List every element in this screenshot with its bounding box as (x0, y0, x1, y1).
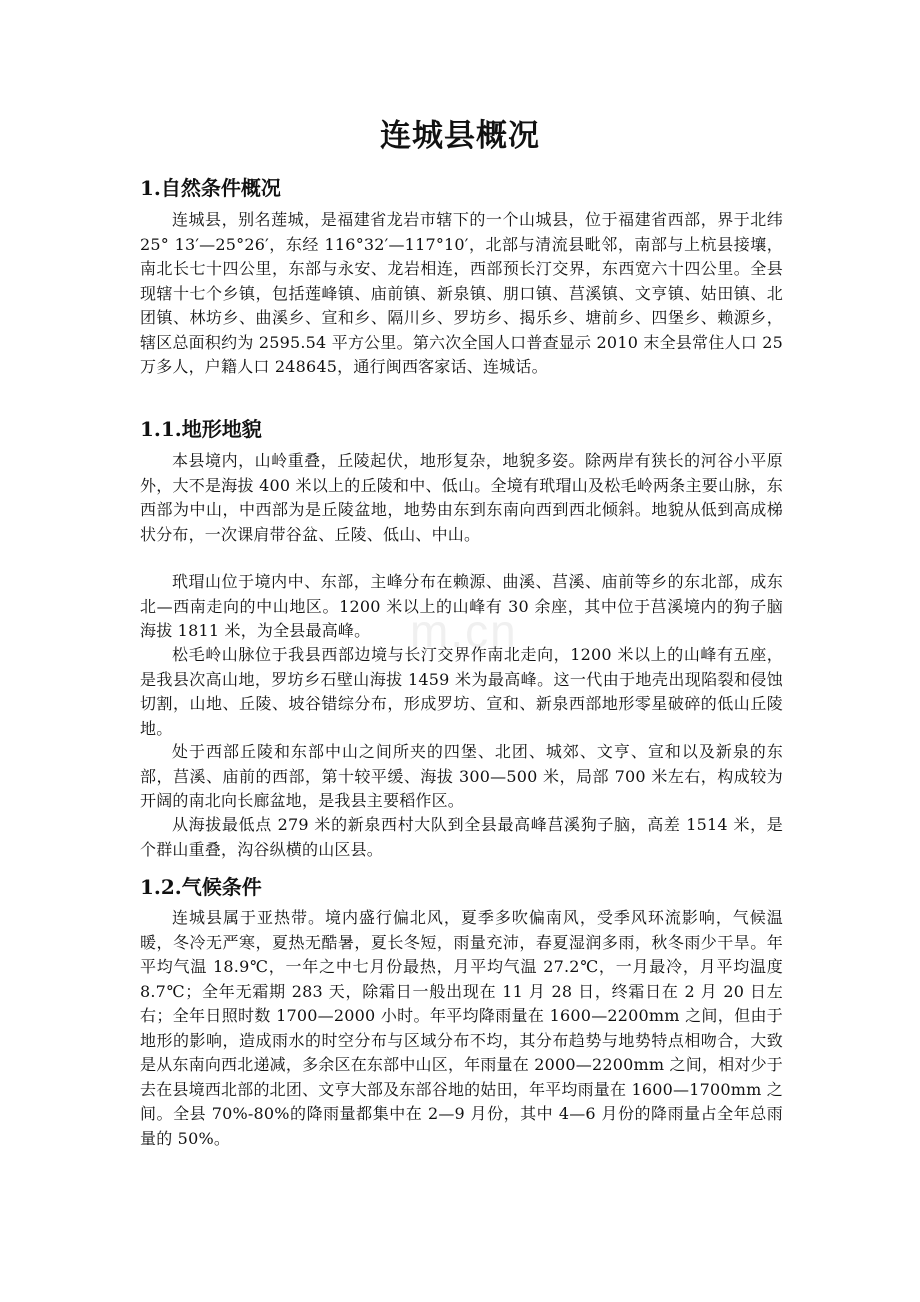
page-title: 连城县概况 (380, 118, 540, 154)
paragraph-climate: 连城县属于亚热带。境内盛行偏北风，夏季多吹偏南风，受季风环流影响，气候温暖，冬冷无严寒，夏热无酷暑，夏长冬短，雨量充沛，春夏湿润多雨，秋冬雨少干旱。年平均气温 18.9℃，一年之中七月份最热，月平均气温 27.2℃，一月最冷，月平均温度 8.7℃；全年无霜期 283 天，除霜日一般出现在 11 月 28 日，终霜日在 2 月 20 日左右；全年日照时数 1700—2000 小时。年平均降雨量在 1600—2200mm 之间，但由于地形的影响，造成雨水的时空分布与区域分布不均，其分布趋势与地势特点相吻合，大致是从东南向西北递减，多余区在东部中山区，年雨量在 2000—2200mm 之间，相对少于去在县境西北部的北团、文亨大部及东部谷地的姑田，年平均雨量在 1600—1700mm 之间。全县 70%-80%的降雨量都集中在 2—9 月份，其中 4—6 月份的降雨量占全年总雨量的 50%。 (140, 908, 783, 1148)
paragraph-basin-corridor: 处于西部丘陵和东部中山之间所夹的四堡、北团、城郊、文亨、宣和以及新泉的东部，莒溪、庙前的西部，第十较平缓、海拔 300—500 米，局部 700 米左右，构成较为开阔的南北向长廊盆地，是我县主要稻作区。 (140, 742, 783, 810)
paragraph-daimao-mountain: 玳瑁山位于境内中、东部，主峰分布在赖源、曲溪、莒溪、庙前等乡的东北部，成东北—西南走向的中山地区。1200 米以上的山峰有 30 余座，其中位于莒溪境内的狗子脑海拔 1811 米，为全县最高峰。 (140, 572, 783, 640)
paragraph-overview: 连城县，别名莲城，是福建省龙岩市辖下的一个山城县，位于福建省西部，界于北纬 25° 13′—25°26′，东经 116°32′—117°10′，北部与清流县毗邻，南部与上杭县接壤，南北长七十四公里，东部与永安、龙岩相连，西部预长汀交界，东西宽六十四公里。全县现辖十七个乡镇，包括莲峰镇、庙前镇、新泉镇、朋口镇、莒溪镇、文亨镇、姑田镇、北团镇、林坊乡、曲溪乡、宣和乡、隔川乡、罗坊乡、揭乐乡、塘前乡、四堡乡、赖源乡，辖区总面积约为 2595.54 平方公里。第六次全国人口普查显示 2010 末全县常住人口 25 万多人，户籍人口 248645，通行闽西客家话、连城话。 (140, 210, 783, 376)
watermark: m.cn (410, 605, 518, 657)
paragraph-terrain-general: 本县境内，山岭重叠，丘陵起伏，地形复杂，地貌多姿。除两岸有狭长的河谷小平原外，大不是海拔 400 米以上的丘陵和中、低山。全境有玳瑁山及松毛岭两条主要山脉，东西部为中山，中西部为是丘陵盆地，地势由东到东南向西到西北倾斜。地貌从低到高成梯状分布，一次课肩带谷盆、丘陵、低山、中山。 (140, 451, 783, 544)
paragraph-songmaoling-mountain: 松毛岭山脉位于我县西部边境与长汀交界作南北走向，1200 米以上的山峰有五座，是我县次高山地，罗坊乡石壁山海拔 1459 米为最高峰。这一代由于地壳出现陷裂和侵蚀切割，山地、丘陵、坡谷错综分布，形成罗坊、宣和、新泉西部地形零星破碎的低山丘陵地。 (140, 645, 783, 738)
section-heading-natural-conditions: 1.自然条件概况 (140, 176, 281, 200)
section-heading-climate: 1.2.气候条件 (140, 875, 262, 899)
section-heading-terrain: 1.1.地形地貌 (140, 417, 262, 441)
paragraph-elevation-range: 从海拔最低点 279 米的新泉西村大队到全县最高峰莒溪狗子脑，高差 1514 米，是个群山重叠，沟谷纵横的山区县。 (140, 815, 783, 859)
